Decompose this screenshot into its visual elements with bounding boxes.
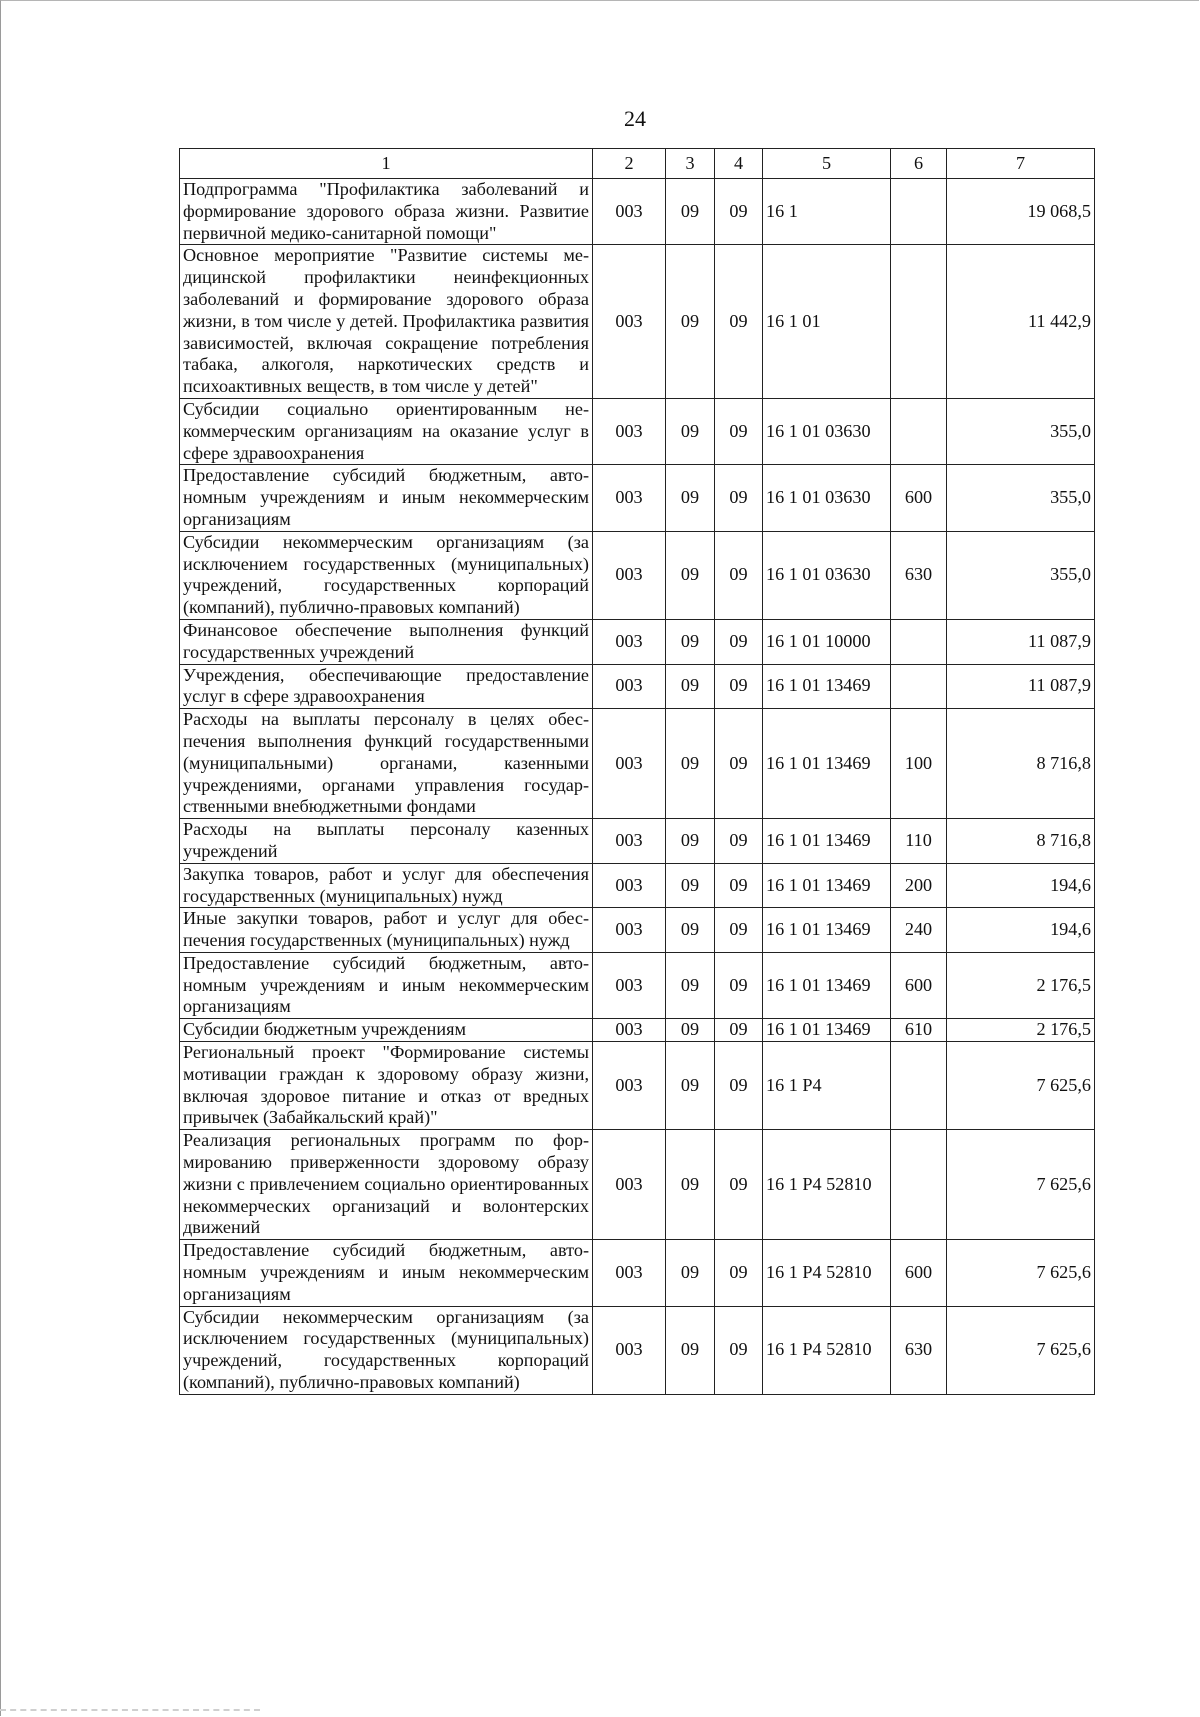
table-row (180, 952, 1095, 1018)
header-col-3: 3 (666, 149, 715, 179)
table-row (180, 1042, 1095, 1130)
row-name: Иные закупки товаров, работ и услуг для обеспечения государственных (муниципальных) нужд (180, 908, 593, 953)
cell-amount: 8 716,8 (947, 709, 1095, 819)
cell-target-article: 16 1 01 10000 (763, 619, 891, 664)
cell-target-article: 16 1 P4 52810 (763, 1130, 891, 1240)
cell-amount: 355,0 (947, 465, 1095, 531)
cell-subsection: 09 (715, 1240, 763, 1306)
cell-amount: 7 625,6 (947, 1240, 1095, 1306)
cell-ministry-code: 003 (593, 908, 666, 953)
cell-ministry-code: 003 (593, 1042, 666, 1130)
cell-amount: 11 087,9 (947, 619, 1095, 664)
cell-amount: 19 068,5 (947, 179, 1095, 245)
table-row (180, 664, 1095, 709)
table-row (180, 179, 1095, 245)
row-name: Субсидии бюджетным учреждениям (180, 1019, 593, 1042)
cell-section: 09 (666, 1240, 715, 1306)
scan-edge-marks (0, 1709, 260, 1717)
header-col-1: 1 (180, 149, 593, 179)
cell-amount: 2 176,5 (947, 1019, 1095, 1042)
cell-target-article: 16 1 01 03630 (763, 398, 891, 464)
cell-expense-type (891, 398, 947, 464)
cell-section: 09 (666, 465, 715, 531)
cell-target-article: 16 1 01 13469 (763, 908, 891, 953)
cell-expense-type (891, 619, 947, 664)
table-row (180, 908, 1095, 953)
cell-expense-type (891, 1130, 947, 1240)
table-row (180, 1019, 1095, 1042)
cell-ministry-code: 003 (593, 619, 666, 664)
cell-section: 09 (666, 1042, 715, 1130)
cell-ministry-code: 003 (593, 1019, 666, 1042)
cell-target-article: 16 1 01 13469 (763, 819, 891, 864)
cell-target-article: 16 1 P4 52810 (763, 1306, 891, 1394)
page-number: 24 (624, 106, 646, 131)
row-name: Субсидии некоммерческим организациям (за исключением государственных (муниципальных) учреждений, государственных корпораций (компаний), публично-правовых компаний) (180, 531, 593, 619)
cell-target-article: 16 1 P4 (763, 1042, 891, 1130)
cell-subsection: 09 (715, 531, 763, 619)
row-name: Подпрограмма "Профилактика заболеваний и формирование здорового образа жизни. Развитие первичной медико-санитарной помощи" (180, 179, 593, 245)
cell-ministry-code: 003 (593, 245, 666, 399)
cell-section: 09 (666, 245, 715, 399)
row-name: Субсидии социально ориентированным некоммерческим организациям на оказание услуг в сфере здравоохранения (180, 398, 593, 464)
cell-subsection: 09 (715, 709, 763, 819)
cell-expense-type: 240 (891, 908, 947, 953)
cell-expense-type: 200 (891, 863, 947, 908)
cell-section: 09 (666, 664, 715, 709)
cell-expense-type: 600 (891, 1240, 947, 1306)
cell-expense-type (891, 245, 947, 399)
cell-target-article: 16 1 01 13469 (763, 863, 891, 908)
cell-subsection: 09 (715, 664, 763, 709)
cell-amount: 8 716,8 (947, 819, 1095, 864)
cell-target-article: 16 1 P4 52810 (763, 1240, 891, 1306)
row-name: Закупка товаров, работ и услуг для обеспечения государственных (муниципальных) нужд (180, 863, 593, 908)
table-row (180, 709, 1095, 819)
cell-section: 09 (666, 952, 715, 1018)
row-name: Расходы на выплаты персоналу казенных учреждений (180, 819, 593, 864)
cell-amount: 11 087,9 (947, 664, 1095, 709)
cell-section: 09 (666, 398, 715, 464)
cell-expense-type (891, 664, 947, 709)
row-name: Основное мероприятие "Развитие системы медицинской профилактики неинфекционных заболеваний и формирование здорового образа жизни, в том числе у детей. Профилактика развития зависимостей, включая сокращение потребления табака, алкоголя, наркотических средств и психоактивных веществ, в том числе у детей" (180, 245, 593, 399)
cell-subsection: 09 (715, 819, 763, 864)
row-name: Расходы на выплаты персоналу в целях обеспечения выполнения функций государственными (муниципальными) органами, казенными учреждениями, органами управления государственными внебюджетными фондами (180, 709, 593, 819)
header-col-4: 4 (715, 149, 763, 179)
table-row (180, 863, 1095, 908)
cell-amount: 7 625,6 (947, 1306, 1095, 1394)
cell-ministry-code: 003 (593, 465, 666, 531)
cell-expense-type (891, 179, 947, 245)
cell-section: 09 (666, 908, 715, 953)
table-row (180, 1130, 1095, 1240)
cell-ministry-code: 003 (593, 709, 666, 819)
row-name: Субсидии некоммерческим организациям (за исключением государственных (муниципальных) учреждений, государственных корпораций (компаний), публично-правовых компаний) (180, 1306, 593, 1394)
cell-section: 09 (666, 863, 715, 908)
cell-amount: 7 625,6 (947, 1042, 1095, 1130)
cell-section: 09 (666, 1306, 715, 1394)
cell-section: 09 (666, 819, 715, 864)
cell-subsection: 09 (715, 952, 763, 1018)
cell-section: 09 (666, 179, 715, 245)
table-row (180, 1240, 1095, 1306)
cell-subsection: 09 (715, 1306, 763, 1394)
cell-section: 09 (666, 1019, 715, 1042)
cell-subsection: 09 (715, 863, 763, 908)
cell-amount: 11 442,9 (947, 245, 1095, 399)
cell-ministry-code: 003 (593, 1306, 666, 1394)
table-row (180, 531, 1095, 619)
cell-expense-type: 610 (891, 1019, 947, 1042)
cell-amount: 2 176,5 (947, 952, 1095, 1018)
header-row (180, 149, 1095, 179)
cell-ministry-code: 003 (593, 819, 666, 864)
cell-amount: 355,0 (947, 531, 1095, 619)
header-col-5: 5 (763, 149, 891, 179)
cell-expense-type: 600 (891, 952, 947, 1018)
row-name: Предоставление субсидий бюджетным, автономным учреждениям и иным некоммерческим организациям (180, 1240, 593, 1306)
cell-ministry-code: 003 (593, 1240, 666, 1306)
cell-subsection: 09 (715, 1042, 763, 1130)
cell-target-article: 16 1 01 13469 (763, 952, 891, 1018)
row-name: Реализация региональных программ по формированию приверженности здоровому образу жизни с привлечением социально ориентированных некоммерческих организаций и волонтерских движений (180, 1130, 593, 1240)
table-row (180, 465, 1095, 531)
table-row (180, 619, 1095, 664)
cell-ministry-code: 003 (593, 1130, 666, 1240)
cell-expense-type: 630 (891, 531, 947, 619)
row-name: Учреждения, обеспечивающие предоставление услуг в сфере здравоохранения (180, 664, 593, 709)
cell-ministry-code: 003 (593, 398, 666, 464)
row-name: Финансовое обеспечение выполнения функций государственных учреждений (180, 619, 593, 664)
header-col-2: 2 (593, 149, 666, 179)
cell-section: 09 (666, 531, 715, 619)
cell-subsection: 09 (715, 465, 763, 531)
cell-ministry-code: 003 (593, 531, 666, 619)
cell-amount: 355,0 (947, 398, 1095, 464)
header-col-7: 7 (947, 149, 1095, 179)
cell-target-article: 16 1 01 13469 (763, 709, 891, 819)
table-row (180, 1306, 1095, 1394)
cell-target-article: 16 1 01 13469 (763, 664, 891, 709)
cell-target-article: 16 1 (763, 179, 891, 245)
cell-subsection: 09 (715, 1130, 763, 1240)
budget-table (179, 148, 1095, 1395)
cell-subsection: 09 (715, 908, 763, 953)
cell-amount: 7 625,6 (947, 1130, 1095, 1240)
cell-expense-type: 110 (891, 819, 947, 864)
cell-subsection: 09 (715, 1019, 763, 1042)
cell-expense-type: 630 (891, 1306, 947, 1394)
cell-target-article: 16 1 01 13469 (763, 1019, 891, 1042)
row-name: Предоставление субсидий бюджетным, автономным учреждениям и иным некоммерческим организациям (180, 465, 593, 531)
cell-ministry-code: 003 (593, 863, 666, 908)
cell-ministry-code: 003 (593, 952, 666, 1018)
cell-target-article: 16 1 01 (763, 245, 891, 399)
cell-expense-type (891, 1042, 947, 1130)
header-col-6: 6 (891, 149, 947, 179)
cell-subsection: 09 (715, 179, 763, 245)
cell-target-article: 16 1 01 03630 (763, 465, 891, 531)
row-name: Предоставление субсидий бюджетным, автономным учреждениям и иным некоммерческим организациям (180, 952, 593, 1018)
cell-target-article: 16 1 01 03630 (763, 531, 891, 619)
table-row (180, 819, 1095, 864)
cell-expense-type: 100 (891, 709, 947, 819)
table-row (180, 398, 1095, 464)
cell-ministry-code: 003 (593, 179, 666, 245)
cell-subsection: 09 (715, 398, 763, 464)
cell-ministry-code: 003 (593, 664, 666, 709)
cell-section: 09 (666, 1130, 715, 1240)
cell-amount: 194,6 (947, 863, 1095, 908)
table-row (180, 245, 1095, 399)
cell-section: 09 (666, 619, 715, 664)
cell-expense-type: 600 (891, 465, 947, 531)
row-name: Региональный проект "Формирование системы мотивации граждан к здоровому образу жизни, включая здоровое питание и отказ от вредных привычек (Забайкальский край)" (180, 1042, 593, 1130)
cell-subsection: 09 (715, 245, 763, 399)
cell-amount: 194,6 (947, 908, 1095, 953)
cell-section: 09 (666, 709, 715, 819)
cell-subsection: 09 (715, 619, 763, 664)
